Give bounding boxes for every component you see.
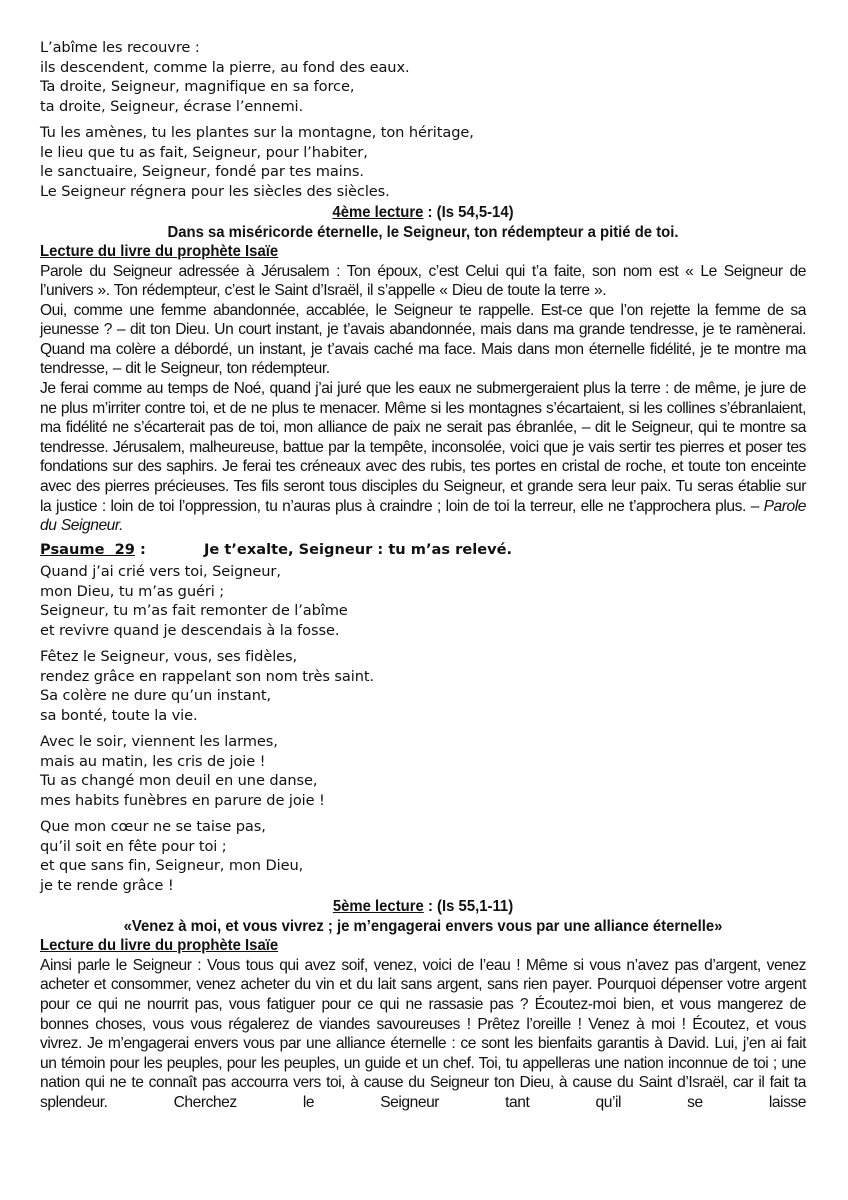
psalm-body [40, 562, 806, 895]
verse-line: le sanctuaire, Seigneur, fondé par tes mains. [40, 163, 364, 180]
psalm-label: Psaume 29 [40, 540, 135, 558]
verse-line: Quand j’ai crié vers toi, Seigneur, [40, 563, 281, 581]
reading4-body [40, 262, 806, 536]
verse-line: Fêtez le Seigneur, vous, ses fidèles, [40, 648, 298, 666]
reading4-subtitle: Dans sa miséricorde éternelle, le Seigneur, ton rédempteur a pitié de toi. [167, 223, 679, 241]
reading4-title [67, 203, 779, 223]
reading5-body [40, 956, 806, 1113]
psalm-colon: : [134, 540, 146, 558]
paragraph: Parole du Seigneur adressée à Jérusalem : Ton époux, c’est Celui qui t’a faite, son nom est « Le Seigneur de l’univers ». Ton rédempteur, c’est le Saint d’Israël, il s’appelle « Dieu de toute la terre ». [40, 262, 806, 300]
canticle-ending [40, 38, 806, 201]
verse-line: et revivre quand je descendais à la fosse. [40, 621, 340, 639]
verse-line: Ta droite, Seigneur, magnifique en sa force, [40, 78, 355, 95]
paragraph: Oui, comme une femme abandonnée, accablée, le Seigneur te rappelle. Est-ce que l’on rejette la femme de sa jeunesse ? – dit ton Dieu. Un court instant, je t’avais abandonnée, mais dans ma grande tendresse, je te ramènerai. Quand ma colère a débordé, un instant, je t’avais caché ma face. Mais dans mon éternelle fidélité, je te montre ma tendresse, – dit le Seigneur, ton rédempteur. [40, 301, 806, 378]
reading4-book-title: Lecture du livre du prophète Isaïe [40, 243, 279, 260]
verse-line: L’abîme les recouvre : [40, 39, 200, 56]
reading4-label: 4ème lecture [332, 204, 424, 221]
verse-line: mes habits funèbres en parure de joie ! [40, 791, 325, 809]
verse-line: Avec le soir, viennent les larmes, [40, 733, 278, 751]
paragraph-text: Je ferai comme au temps de Noé, quand j’ai juré que les eaux ne submergeraient plus la terre : de même, je jure de ne plus m’irriter contre toi, et de ne plus te menacer. Même si les montagnes s’écartaient, si les collines s’ébranlaient, ma fidélité ne s’écarterait pas de toi, mon alliance de paix ne serait pas ébranlée, – dit le Seigneur, qui te montre sa tendresse. Jérusalem, malheureuse, battue par la tempête, inconsolée, voici que je vais sertir tes pierres et poser tes fondations sur des saphirs. Je ferai tes créneaux avec des rubis, tes portes en cristal de roche, et toute ton enceinte avec des pierres précieuses. Tes fils seront tous disciples du Seigneur, et grande sera leur paix. Tu seras établie sur la justice : loin de toi l’oppression, tu n’auras plus à craindre ; loin de toi la terreur, elle ne t’approchera plus. – [40, 380, 806, 515]
reading4-ref: : (Is 54,5-14) [423, 204, 514, 221]
psalm-stanza-1 [40, 562, 806, 640]
verse-line: Sa colère ne dure qu’un instant, [40, 687, 272, 705]
verse-line: le lieu que tu as fait, Seigneur, pour l’habiter, [40, 143, 368, 161]
verse-line: Tu as changé mon deuil en une danse, [40, 772, 318, 790]
verse-line: qu’il soit en fête pour toi ; [40, 837, 227, 855]
closing-acclamation: Parole du Seigneur. [40, 497, 806, 535]
reading5-subtitle: «Venez à moi, et vous vivrez ; je m’engagerai envers vous par une alliance éternelle» [123, 917, 723, 935]
verse-line: Tu les amènes, tu les plantes sur la montagne, ton héritage, [40, 124, 474, 141]
psalm-refrain: Je t’exalte, Seigneur : tu m’as relevé. [204, 540, 513, 558]
verse-line: ils descendent, comme la pierre, au fond des eaux. [40, 58, 410, 76]
verse-line: Le Seigneur régnera pour les siècles des siècles. [40, 182, 390, 200]
canticle-stanza-1 [40, 38, 806, 116]
psalm-header [40, 540, 806, 560]
verse-line: mais au matin, les cris de joie ! [40, 752, 266, 770]
reading5-book-title: Lecture du livre du prophète Isaïe [40, 937, 279, 955]
verse-line: Seigneur, tu m’as fait remonter de l’abîme [40, 602, 348, 620]
document-page [40, 38, 806, 1113]
psalm-stanza-2 [40, 647, 806, 725]
psalm-stanza-4 [40, 817, 806, 895]
verse-line: Que mon cœur ne se taise pas, [40, 818, 266, 836]
verse-line: rendez grâce en rappelant son nom très saint. [40, 667, 375, 685]
verse-line: et que sans fin, Seigneur, mon Dieu, [40, 857, 304, 875]
reading5-label: 5ème lecture [332, 898, 424, 916]
reading5-title [67, 897, 779, 917]
verse-line: sa bonté, toute la vie. [40, 706, 198, 724]
verse-line: mon Dieu, tu m’as guéri ; [40, 582, 225, 600]
verse-line: je te rende grâce ! [40, 876, 174, 894]
paragraph [40, 379, 806, 536]
reading5-ref: : (Is 55,1-11) [423, 898, 514, 916]
canticle-stanza-2 [40, 123, 806, 201]
paragraph: Ainsi parle le Seigneur : Vous tous qui avez soif, venez, voici de l’eau ! Même si vous n’avez pas d’argent, venez acheter et consommer, venez acheter du vin et du lait sans argent, sans rien payer. Pourquoi dépenser votre argent pour ce qui ne nourrit pas, vous fatiguer pour ce qui ne rassasie pas ? Écoutez-moi bien, et vous mangerez de bonnes choses, vous vous régalerez de viandes savoureuses ! Prêtez l’oreille ! Venez à moi ! Écoutez, et vous vivrez. Je m’engagerai envers vous par une alliance éternelle : ce sont les bienfaits garantis à David. Lui, j’en ai fait un témoin pour les peuples, pour les peuples, un guide et un chef. Toi, tu appelleras une nation inconnue de toi ; une nation qui ne te connaît pas accourra vers toi, à cause du Seigneur ton Dieu, à cause du Saint d’Israël, car il fait ta splendeur. Cherchez le Seigneur tant qu’il se laisse [40, 956, 806, 1111]
psalm-stanza-3 [40, 732, 806, 810]
verse-line: ta droite, Seigneur, écrase l’ennemi. [40, 97, 304, 115]
